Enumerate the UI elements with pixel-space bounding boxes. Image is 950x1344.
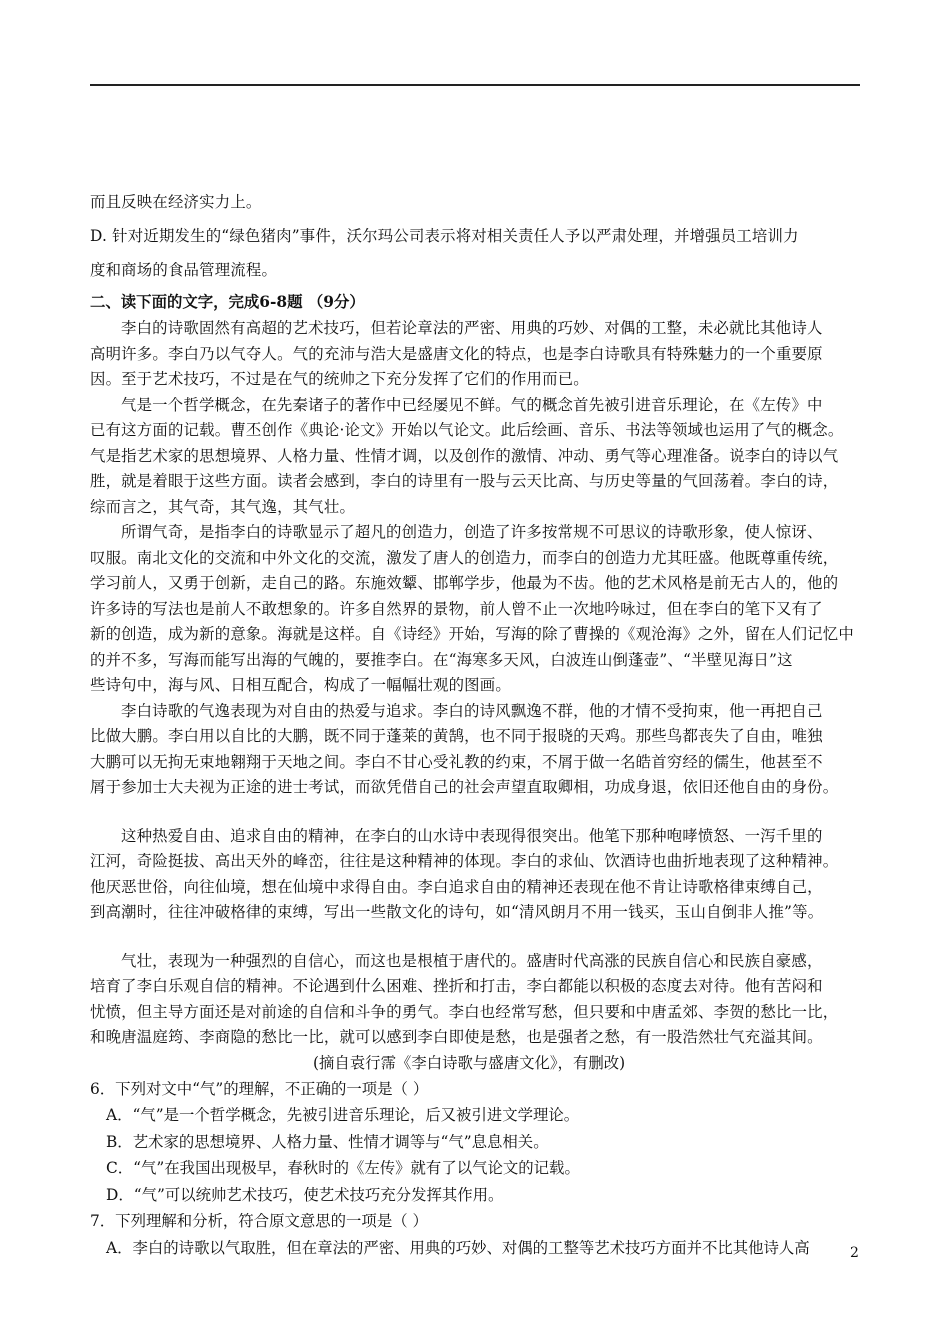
text-line: 到高潮时，往往冲破格律的束缚，写出一些散文化的诗句，如“清风朗月不用一钱买，玉山自倒非人推”等。	[90, 903, 824, 921]
source-citation: (摘自袁行霈《李白诗歌与盛唐文化》，有删改)	[313, 1053, 626, 1072]
text-line: 气是指艺术家的思想境界、人格力量、性情才调，以及创作的激情、冲动、勇气等心理准备。说李白的诗以气	[90, 446, 839, 465]
text-line: 忧愤，但主导方面还是对前途的自信和斗争的勇气。李白也经常写愁，但只要和中唐孟郊、李贺的愁比一比，	[90, 1002, 839, 1021]
page-number: 2	[850, 1245, 859, 1261]
header-rule	[90, 84, 860, 86]
option-a: A．李白的诗歌以气取胜，但在章法的严密、用典的巧妙、对偶的工整等艺术技巧方面并不比其他诗人高	[106, 1238, 810, 1257]
text-line: 因。至于艺术技巧，不过是在气的统帅之下充分发挥了它们的作用而已。	[90, 370, 589, 388]
paragraph-2	[90, 393, 860, 521]
text-line: 李白诗歌的气逸表现为对自由的热爱与追求。李白的诗风飘逸不群，他的才情不受拘束，他一再把自己	[121, 701, 823, 720]
paragraph-gap	[90, 926, 860, 949]
text-line: 和晚唐温庭筠、李商隐的愁比一比，就可以感到李白即使是愁，也是强者之愁，有一股浩然壮气充溢其间。	[90, 1028, 823, 1046]
text-line: 而且反映在经济实力上。	[90, 193, 262, 211]
option-c: C．“气”在我国出现极早，春秋时的《左传》就有了以气论文的记载。	[106, 1159, 580, 1177]
option-a: A．“气”是一个哲学概念，先被引进音乐理论，后又被引进文学理论。	[106, 1106, 580, 1124]
text-line: 屑于参加士大夫视为正途的进士考试，而欲凭借自己的社会声望直取卿相，功成身退，依旧还他自由的身份。	[90, 778, 839, 796]
question-stem: 7．下列理解和分析，符合原文意思的一项是（ ）	[90, 1212, 428, 1230]
text-line: 比做大鹏。李白用以自比的大鹏，既不同于蓬莱的黄鹄，也不同于报晓的天鸡。那些鸟都丧失了自由，唯独	[90, 727, 823, 745]
text-line: 已有这方面的记载。曹丕创作《典论·论文》开始以气论文。此后绘画、音乐、书法等领域也运用了气的概念。	[90, 421, 844, 439]
text-line: 气壮，表现为一种强烈的自信心，而这也是根植于唐代的。盛唐时代高涨的民族自信心和民族自豪感，	[121, 951, 823, 970]
text-line: 的并不多，写海而能写出海的气魄的，要推李白。在“海寒多天风，白波连山倒蓬壶”、“半壁见海日”这	[90, 650, 793, 669]
text-line: 所谓气奇，是指李白的诗歌显示了超凡的创造力，创造了许多按常规不可思议的诗歌形象，使人惊讶、	[121, 523, 823, 541]
paragraph-3	[90, 520, 860, 699]
text-line: 气是一个哲学概念，在先秦诸子的著作中已经屡见不鲜。气的概念首先被引进音乐理论，在《左传》中	[121, 395, 823, 414]
text-line: 他厌恶世俗，向往仙境，想在仙境中求得自由。李白追求自由的精神还表现在他不肯让诗歌格律束缚自己，	[90, 877, 823, 896]
text-line: 新的创造，成为新的意象。海就是这样。自《诗经》开始，写海的除了曹操的《观沧海》之外，留在人们记忆中	[90, 625, 854, 643]
question-7	[90, 1208, 860, 1261]
text-line: 综而言之，其气奇，其气逸，其气壮。	[90, 497, 356, 516]
paragraph-1	[90, 316, 860, 393]
text-line: 江河，奇险挺拔、高出天外的峰峦，往往是这种精神的体现。李白的求仙、饮酒诗也曲折地表现了这种精神。	[90, 852, 839, 870]
paragraph-gap	[90, 801, 860, 824]
text-line: 些诗句中，海与风、日相互配合，构成了一幅幅壮观的图画。	[90, 676, 511, 694]
option-d: D．“气”可以统帅艺术技巧，使艺术技巧充分发挥其作用。	[106, 1185, 504, 1204]
text-line: 学习前人，又勇于创新，走自己的路。东施效颦、邯郸学步，他最为不齿。他的艺术风格是前无古人的，他的	[90, 574, 839, 592]
section-heading: 二、读下面的文字，完成6-8题 （9分）	[90, 293, 365, 311]
document-body	[90, 185, 860, 1261]
paragraph-4	[90, 699, 860, 801]
paragraph-5	[90, 824, 860, 926]
text-line: 胜，就是着眼于这些方面。读者会感到，李白的诗里有一股与云天比高、与历史等量的气回荡着。李白的诗，	[90, 472, 839, 490]
text-line: 培育了李白乐观自信的精神。不论遇到什么困难、挫折和打击，李白都能以积极的态度去对待。他有苦闷和	[90, 977, 823, 995]
text-line: 许多诗的写法也是前人不敢想象的。许多自然界的景物，前人曾不止一次地吟咏过，但在李白的笔下又有了	[90, 599, 823, 618]
text-line: 大鹏可以无拘无束地翱翔于天地之间。李白不甘心受礼教的约束，不屑于做一名皓首穷经的儒生，他甚至不	[90, 752, 823, 771]
text-line: 高明许多。李白乃以气夺人。气的充沛与浩大是盛唐文化的特点，也是李白诗歌具有特殊魅力的一个重要原	[90, 344, 823, 363]
question-stem: 6．下列对文中“气”的理解，不正确的一项是（ ）	[90, 1079, 429, 1098]
question-6	[90, 1076, 860, 1209]
text-line: 度和商场的食品管理流程。	[90, 261, 278, 279]
text-line: 这种热爱自由、追求自由的精神，在李白的山水诗中表现得很突出。他笔下那种咆哮愤怒、一泻千里的	[121, 826, 823, 845]
option-b: B．艺术家的思想境界、人格力量、性情才调等与“气”息息相关。	[106, 1132, 549, 1151]
text-line: 李白的诗歌固然有高超的艺术技巧，但若论章法的严密、用典的巧妙、对偶的工整，未必就比其他诗人	[121, 319, 823, 337]
text-line: 叹服。南北文化的交流和中外文化的交流，激发了唐人的创造力，而李白的创造力尤其旺盛。他既尊重传统，	[90, 548, 839, 567]
text-line: D. 针对近期发生的“绿色猪肉”事件，沃尔玛公司表示将对相关责任人予以严肃处理，并增强员工培训力	[90, 227, 799, 245]
paragraph-6	[90, 949, 860, 1051]
